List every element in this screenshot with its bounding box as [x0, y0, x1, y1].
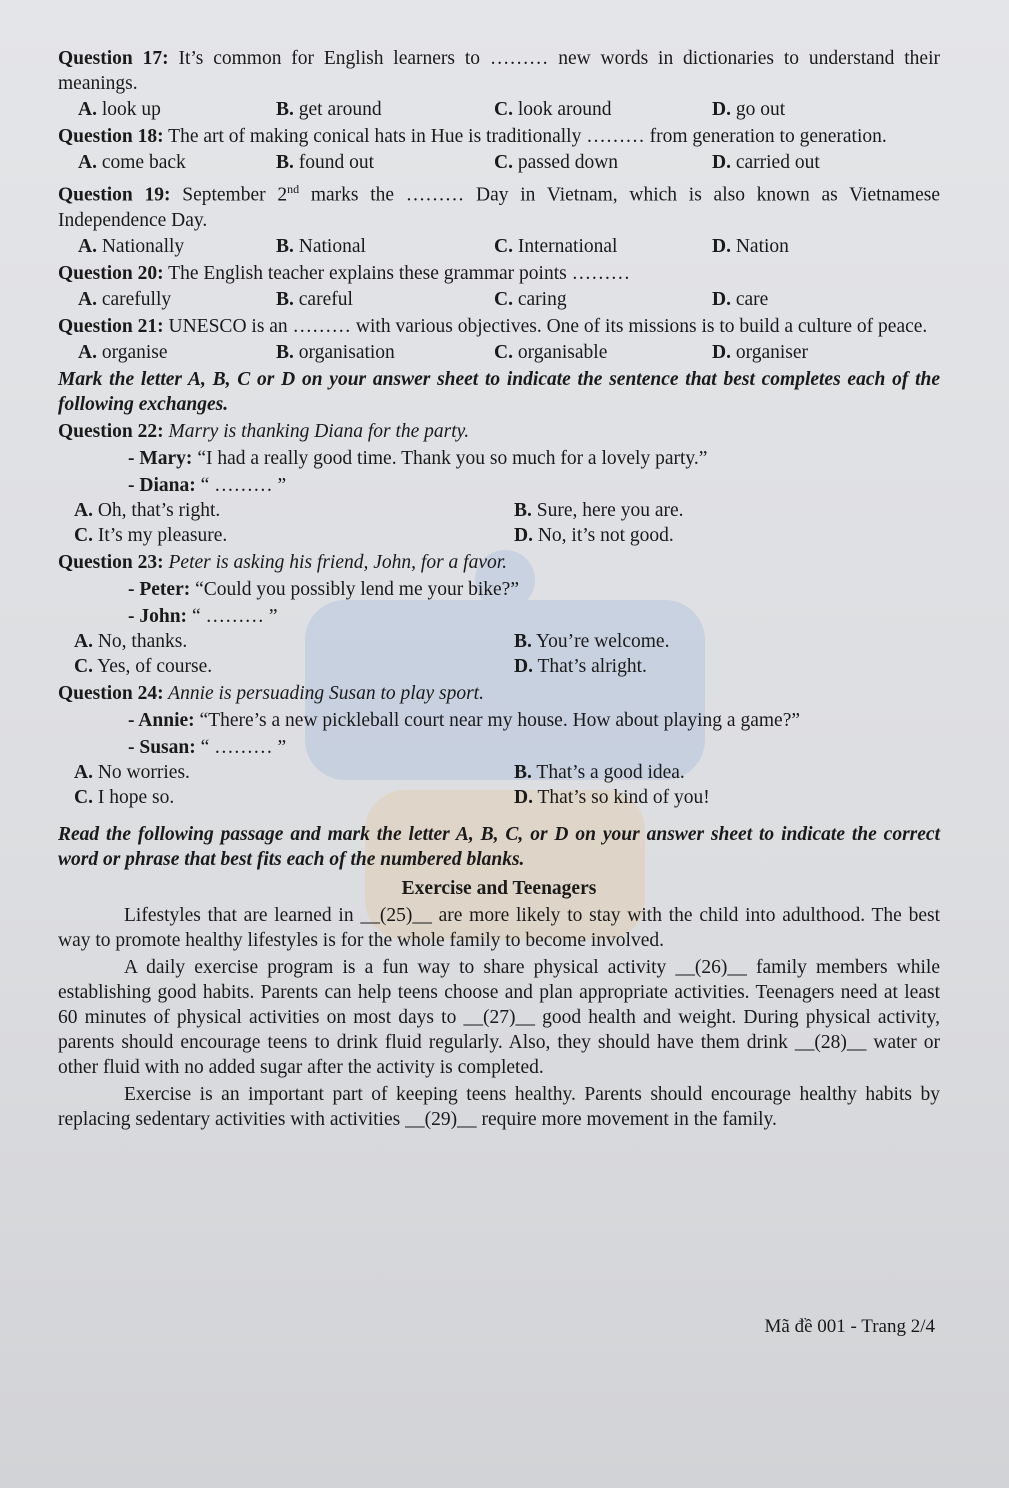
option-d: D. No, it’s not good. — [514, 524, 674, 546]
passage-paragraph: Lifestyles that are learned in __(25)__ are more likely to stay with the child into adulthood. The best way to promote healthy lifestyles is for the whole family to become involved. — [58, 904, 940, 951]
question-text: It’s common for English learners to ……… new words in dictionaries to understand their meanings. — [58, 48, 940, 94]
instruction-passage: Read the following passage and mark the letter A, B, C, or D on your answer sheet to indicate the correct word or phrase that best fits each of the numbered blanks. — [58, 823, 940, 870]
option-c: C. organisable — [494, 341, 608, 363]
option-c: C. passed down — [494, 152, 619, 173]
question-number: Question 22: — [58, 420, 164, 442]
option-d: D. carried out — [712, 152, 820, 173]
question-number: Question 21: — [58, 315, 164, 337]
question-21 — [58, 314, 940, 339]
option-b: B. careful — [276, 288, 353, 310]
exam-content — [58, 44, 940, 1132]
question-context: Marry is thanking Diana for the party. — [163, 420, 470, 442]
question-19: Question 19: September 2nd marks the ……… Day in Vietnam, which is also known as Vietnamese Independence Day. — [58, 182, 940, 231]
question-17 — [58, 46, 940, 96]
option-b: B. National — [276, 235, 366, 257]
option-d: D. organiser — [712, 341, 809, 363]
option-d: D. That’s so kind of you! — [514, 786, 710, 808]
dialog-line-2: - Susan: “ ……… ” — [128, 736, 287, 758]
option-c: C. It’s my pleasure. — [74, 524, 228, 546]
option-d: D. go out — [712, 99, 786, 120]
question-number: Question 18: — [58, 126, 164, 147]
option-d: D. Nation — [712, 235, 789, 257]
passage-paragraph: A daily exercise program is a fun way to share physical activity __(26)__ family members while establishing good habits. Parents can help teens choose and plan appropriate activities. Teenagers need at least 60 minutes of physical activities on most days to __(27)__ good health and weight. During physical activity, parents should encourage teens to drink fluid regularly. Also, they should have them drink __(28)__ water or other fluid with no added sugar after the activity is completed. — [58, 956, 940, 1078]
options-17 — [58, 97, 940, 122]
option-a: A. Nationally — [78, 235, 185, 257]
option-b: B. You’re welcome. — [514, 630, 670, 652]
dialog-line-1: - Annie: “There’s a new pickleball court near my house. How about playing a game?” — [128, 709, 800, 731]
option-c: C. Yes, of course. — [74, 655, 213, 677]
options-20 — [58, 287, 940, 312]
options-21 — [58, 340, 940, 365]
question-20 — [58, 261, 940, 286]
question-number: Question 19: — [58, 184, 171, 206]
question-23 — [58, 550, 940, 575]
option-b: B. found out — [276, 152, 375, 173]
option-a: A. No worries. — [74, 761, 190, 783]
options-22 — [58, 498, 940, 548]
question-18 — [58, 124, 940, 149]
option-a: A. carefully — [78, 288, 172, 310]
passage-paragraph: Exercise is an important part of keeping teens healthy. Parents should encourage healthy habits by replacing sedentary activities with activities __(29)__ require more movement in the family. — [58, 1083, 940, 1130]
options-23 — [58, 629, 940, 679]
options-18 — [58, 150, 940, 175]
question-text: The art of making conical hats in Hue is traditionally ……… from generation to generation. — [163, 126, 887, 147]
option-a: A. No, thanks. — [74, 630, 188, 652]
question-22 — [58, 419, 940, 444]
option-a: A. look up — [78, 99, 161, 120]
question-number: Question 23: — [58, 551, 164, 573]
dialog-line-2: - Diana: “ ……… ” — [128, 474, 287, 496]
dialog-line-1: - Mary: “I had a really good time. Thank you so much for a lovely party.” — [128, 447, 708, 469]
option-b: B. Sure, here you are. — [514, 499, 684, 521]
option-c: C. look around — [494, 99, 612, 120]
options-19 — [58, 234, 940, 259]
option-a: A. Oh, that’s right. — [74, 499, 221, 521]
option-c: C. International — [494, 235, 618, 257]
instruction-exchanges: Mark the letter A, B, C or D on your answer sheet to indicate the sentence that best completes each of the following exchanges. — [58, 368, 940, 415]
option-d: D. care — [712, 288, 769, 310]
question-context: Annie is persuading Susan to play sport. — [163, 682, 484, 704]
dialog-line-2: - John: “ ……… ” — [128, 605, 278, 627]
question-number: Question 20: — [58, 262, 164, 284]
question-context: Peter is asking his friend, John, for a favor. — [163, 551, 508, 573]
page-footer: Mã đề 001 - Trang 2/4 — [764, 1316, 935, 1337]
option-c: C. I hope so. — [74, 786, 175, 808]
question-number: Question 24: — [58, 682, 164, 704]
option-b: B. That’s a good idea. — [514, 761, 685, 783]
options-24 — [58, 760, 940, 810]
question-number: Question 17: — [58, 48, 169, 69]
option-b: B. get around — [276, 99, 382, 120]
option-a: A. come back — [78, 152, 186, 173]
passage-title: Exercise and Teenagers — [401, 877, 597, 899]
question-24 — [58, 681, 940, 706]
option-c: C. caring — [494, 288, 567, 310]
dialog-line-1: - Peter: “Could you possibly lend me your bike?” — [128, 578, 519, 600]
option-d: D. That’s alright. — [514, 655, 647, 677]
question-text: UNESCO is an ……… with various objectives. One of its missions is to build a culture of peace. — [163, 315, 928, 337]
option-a: A. organise — [78, 341, 168, 363]
question-text: The English teacher explains these grammar points ……… — [163, 262, 631, 284]
option-b: B. organisation — [276, 341, 395, 363]
